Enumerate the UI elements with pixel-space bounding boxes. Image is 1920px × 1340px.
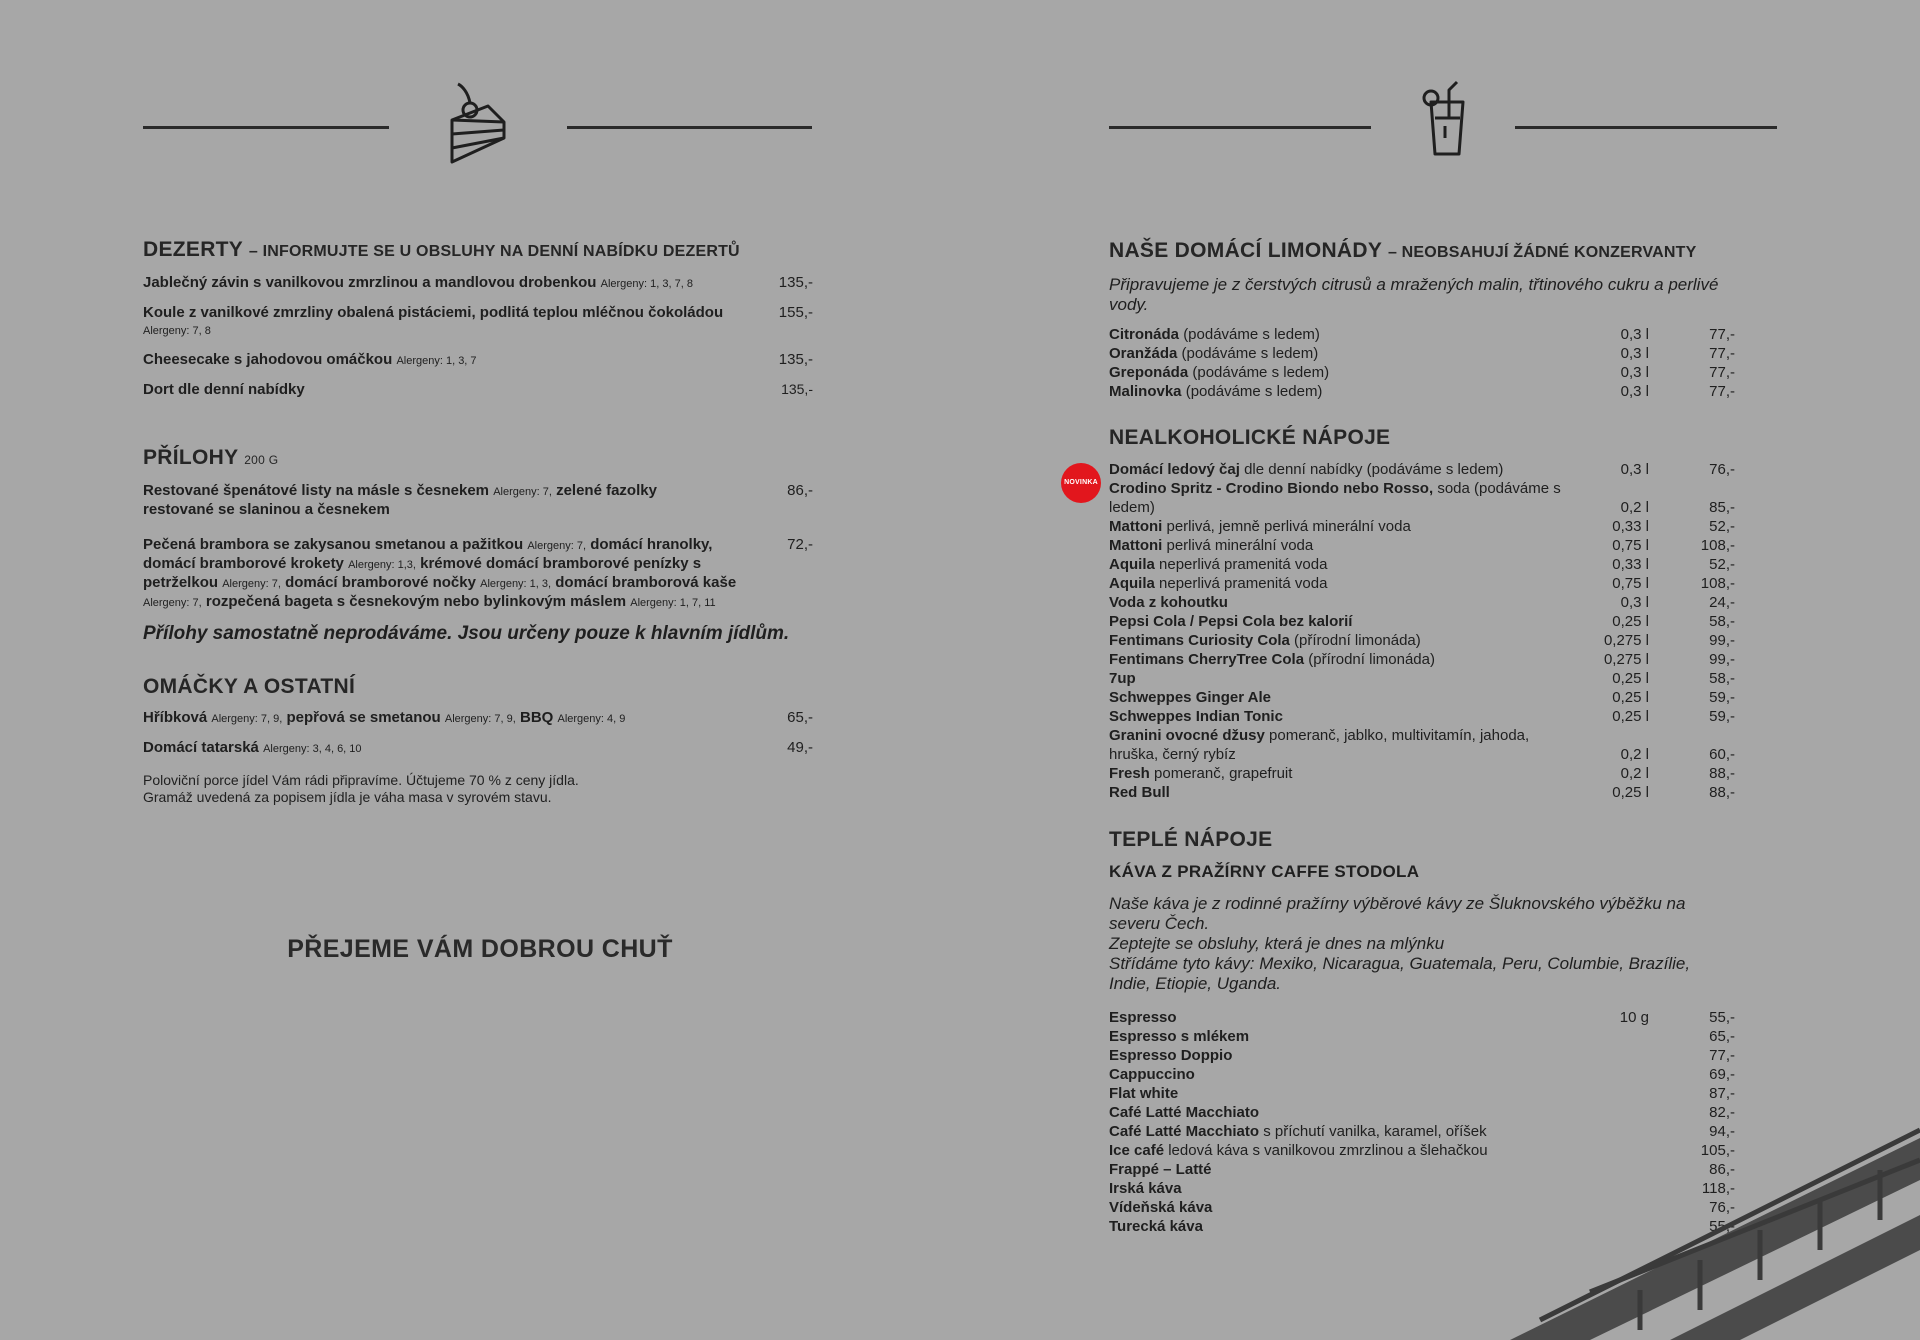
drink-price: 59,- [1709, 708, 1735, 725]
drink-volume: 0,25 l [1612, 689, 1649, 706]
item-allergens: Alergeny: 1, 7, 11 [630, 597, 716, 609]
drink-description: (podáváme s ledem) [1181, 345, 1319, 362]
drink-price: 55,- [1709, 1218, 1735, 1235]
sides-weight: 200 G [244, 453, 279, 467]
drink-volume: 0,275 l [1603, 651, 1649, 668]
new-badge: NOVINKA [1061, 463, 1101, 503]
item-price: 135,- [781, 381, 813, 397]
drink-name: Irská káva [1109, 1180, 1182, 1197]
drink-price: 77,- [1709, 1047, 1735, 1064]
drink-name: Schweppes Ginger Ale [1109, 689, 1271, 706]
item-allergens: Alergeny: 3, 4, 6, 10 [263, 743, 362, 755]
drink-name: Domácí ledový čaj [1109, 461, 1240, 478]
item-name: Cheesecake s jahodovou omáčkou [143, 351, 393, 368]
drink-price: 69,- [1709, 1066, 1735, 1083]
item-price: 86,- [787, 482, 813, 499]
item-allergens: Alergeny: 7, 9, [211, 713, 283, 725]
item-name: Pečená brambora se zakysanou smetanou a pažitkou [143, 536, 524, 553]
header-rule-right [1515, 126, 1777, 129]
drink-name: Voda z kohoutku [1109, 594, 1228, 611]
drink-name: Ice café [1109, 1142, 1165, 1159]
drink-price: 118,- [1701, 1180, 1735, 1197]
item-allergens: Alergeny: 1,3, [348, 559, 416, 571]
menu-item [143, 482, 813, 518]
drink-name: Vídeňská káva [1109, 1199, 1213, 1216]
drink-description: neperlivá pramenitá voda [1159, 575, 1328, 592]
item-price: 49,- [787, 739, 813, 756]
drink-price: 59,- [1709, 689, 1735, 706]
drink-price: 87,- [1709, 1085, 1735, 1102]
header-rule-right [567, 126, 812, 129]
item-price: 65,- [787, 709, 813, 726]
drink-name: Mattoni [1109, 537, 1163, 554]
drink-price: 82,- [1709, 1104, 1735, 1121]
drink-row [1109, 460, 1735, 479]
menu-item [143, 709, 813, 728]
drink-price: 99,- [1709, 632, 1735, 649]
item-allergens: Alergeny: 1, 3, 7, 8 [600, 278, 693, 290]
item-name: Restované špenátové listy na másle s česnekem [143, 482, 490, 499]
drink-name: Espresso s mlékem [1109, 1028, 1250, 1045]
item-name: BBQ [519, 709, 554, 726]
coffee-intro [1109, 894, 1735, 994]
drink-row [1109, 382, 1735, 401]
drink-volume: 0,33 l [1612, 556, 1649, 573]
drink-volume [1579, 1065, 1667, 1084]
drink-row [1109, 707, 1735, 726]
drink-description: (podáváme s ledem) [1185, 383, 1323, 400]
drink-description: perlivá, jemně perlivá minerální voda [1166, 518, 1411, 535]
drink-volume: 0,3 l [1620, 383, 1649, 400]
drink-price: 86,- [1709, 1161, 1735, 1178]
item-name: domácí bramborové nočky [285, 574, 476, 591]
drink-description: (přírodní limonáda) [1308, 651, 1435, 668]
drink-description: pomeranč, grapefruit [1154, 765, 1293, 782]
coffee-intro-line: Střídáme tyto kávy: Mexiko, Nicaragua, Guatemala, Peru, Columbie, Brazílie, Indie, Etiopie, Uganda. [1109, 954, 1691, 993]
drink-row [1109, 612, 1735, 631]
staircase-illustration [1470, 1120, 1920, 1340]
drink-row [1109, 631, 1735, 650]
drink-name: Schweppes Indian Tonic [1109, 708, 1283, 725]
header-rule-left [1109, 126, 1371, 129]
drink-volume: 0,25 l [1612, 670, 1649, 687]
item-price: 72,- [787, 536, 813, 553]
drink-name: Greponáda [1109, 364, 1189, 381]
sides-section [143, 446, 813, 645]
drink-name: Fentimans CherryTree Cola [1109, 651, 1305, 668]
menu-item [143, 274, 813, 293]
drink-price: 77,- [1709, 345, 1735, 362]
drink-description: (podáváme s ledem) [1192, 364, 1330, 381]
drink-volume: 0,2 l [1620, 746, 1649, 763]
drink-glass-icon [1419, 78, 1475, 158]
drink-volume: 0,3 l [1620, 461, 1649, 478]
drink-volume: 0,2 l [1620, 765, 1649, 782]
drink-name: Cappuccino [1109, 1066, 1195, 1083]
drink-name: Espresso Doppio [1109, 1047, 1233, 1064]
drink-price: 58,- [1709, 613, 1735, 630]
drink-row [1109, 593, 1735, 612]
item-allergens: Alergeny: 7, [527, 540, 587, 552]
drink-volume: 0,3 l [1620, 364, 1649, 381]
drink-price: 77,- [1709, 383, 1735, 400]
drink-row [1109, 1084, 1735, 1103]
drink-description: pomeranč, jablko, multivitamín, jahoda, [1269, 727, 1530, 744]
closing-wish: PŘEJEME VÁM DOBROU CHUŤ [287, 935, 673, 963]
coffee-intro-line: Zeptejte se obsluhy, která je dnes na mlýnku [1109, 934, 1445, 953]
item-name: rozpečená bageta s česnekovým nebo bylinkovým máslem [205, 593, 627, 610]
sides-note: Přílohy samostatně neprodáváme. Jsou určeny pouze k hlavním jídlům. [143, 623, 790, 644]
drink-price: 105,- [1700, 1142, 1735, 1159]
coffee-intro-line: Naše káva je z rodinné pražírny výběrové kávy ze Šluknovského výběžku na severu Čech. [1109, 894, 1686, 933]
drink-name: Frappé – Latté [1109, 1161, 1212, 1178]
drink-price: 77,- [1709, 326, 1735, 343]
desserts-subtitle: – INFORMUJTE SE U OBSLUHY NA DENNÍ NABÍDKU DEZERTŮ [248, 243, 740, 260]
drink-name: Espresso [1109, 1009, 1177, 1026]
drink-volume: 0,2 l [1620, 499, 1649, 516]
drink-row [1109, 479, 1735, 517]
drink-price: 85,- [1709, 499, 1735, 516]
desserts-heading [143, 238, 813, 264]
drink-row [1109, 783, 1735, 802]
drink-price: 88,- [1709, 784, 1735, 801]
item-allergens: Alergeny: 7, 9, [444, 713, 516, 725]
menu-item [143, 536, 813, 612]
drink-row [1109, 1046, 1735, 1065]
item-name: domácí hranolky, domácí bramborové krokety [143, 536, 713, 572]
drink-row [1109, 1008, 1735, 1027]
item-price: 135,- [778, 351, 813, 368]
drink-volume: 10 g [1619, 1009, 1649, 1026]
drink-name: Red Bull [1109, 784, 1170, 801]
item-name: domácí bramborová kaše [555, 574, 737, 591]
drink-name: Café Latté Macchiato [1109, 1123, 1260, 1140]
item-allergens: Alergeny: 7, 8 [143, 325, 211, 337]
drink-row [1109, 764, 1735, 783]
header-rule-left [143, 126, 389, 129]
drink-volume: 0,3 l [1620, 594, 1649, 611]
drink-name: Café Latté Macchiato [1109, 1104, 1260, 1121]
drink-volume: 0,25 l [1612, 708, 1649, 725]
drink-price: 88,- [1709, 765, 1735, 782]
drink-price: 52,- [1709, 556, 1735, 573]
item-allergens: Alergeny: 1, 3, [480, 578, 552, 590]
item-name: Domácí tatarská [143, 739, 259, 756]
drink-volume: 0,75 l [1612, 575, 1649, 592]
item-name: Hříbková [143, 709, 208, 726]
drink-volume: 0,25 l [1612, 613, 1649, 630]
drink-name: 7up [1109, 670, 1136, 687]
drink-description: dle denní nabídky (podáváme s ledem) [1244, 461, 1504, 478]
item-price: 155,- [778, 304, 813, 321]
drink-volume: 0,33 l [1612, 518, 1649, 535]
drink-volume [1579, 1046, 1667, 1065]
softdrinks-title: NEALKOHOLICKÉ NÁPOJE [1109, 426, 1391, 449]
item-allergens: Alergeny: 4, 9 [557, 713, 626, 725]
drink-price: 76,- [1709, 461, 1735, 478]
hot-drinks-title: TEPLÉ NÁPOJE [1109, 828, 1273, 851]
item-name: pepřová se smetanou [286, 709, 441, 726]
drink-row [1109, 669, 1735, 688]
drink-row [1109, 1065, 1735, 1084]
lemonades-table [1109, 325, 1735, 401]
info-text [143, 772, 813, 806]
drink-row [1109, 555, 1735, 574]
drink-description: neperlivá pramenitá voda [1159, 556, 1328, 573]
drink-name: Granini ovocné džusy [1109, 727, 1265, 744]
drink-price: 76,- [1709, 1199, 1735, 1216]
drink-price: 77,- [1709, 364, 1735, 381]
drink-row [1109, 688, 1735, 707]
drink-name: Malinovka [1109, 383, 1182, 400]
item-allergens: Alergeny: 1, 3, 7 [396, 355, 477, 367]
drink-row [1109, 363, 1735, 382]
drink-name: Pepsi Cola / Pepsi Cola bez kalorií [1109, 613, 1353, 630]
drink-price: 24,- [1709, 594, 1735, 611]
drink-name: Oranžáda [1109, 345, 1178, 362]
sides-title: PŘÍLOHY [143, 446, 239, 469]
item-name: zelené fazolky restované se slaninou a česnekem [143, 482, 657, 518]
drink-row [1109, 325, 1735, 344]
drink-description: (podáváme s ledem) [1183, 326, 1320, 343]
lemonades-heading [1109, 239, 1735, 265]
drink-row [1109, 574, 1735, 593]
drink-description: ledová káva s vanilkovou zmrzlinou a šlehačkou [1168, 1142, 1488, 1159]
drink-row [1109, 536, 1735, 555]
drink-row [1109, 1027, 1735, 1046]
weight-note: Gramáž uvedená za popisem jídla je váha masa v syrovém stavu. [143, 789, 552, 805]
drink-volume: 0,275 l [1603, 632, 1649, 649]
drink-name: Crodino Spritz - Crodino Biondo nebo Rosso, [1109, 480, 1434, 497]
drink-volume [1579, 1027, 1667, 1046]
drink-name: Fentimans Curiosity Cola [1109, 632, 1290, 649]
item-allergens: Alergeny: 7, [493, 486, 552, 498]
sides-heading [143, 446, 813, 472]
drink-name: Aquila [1109, 556, 1155, 573]
drink-row [1109, 745, 1735, 764]
lemonades-intro: Připravujeme je z čerstvých citrusů a mražených malin, třtinového cukru a perlivé vody. [1109, 275, 1719, 314]
drink-price: 108,- [1700, 537, 1735, 554]
lemonades-section [1109, 239, 1735, 401]
drink-name: Mattoni [1109, 518, 1163, 535]
menu-item [143, 351, 813, 370]
drink-row [1109, 517, 1735, 536]
drink-description: s příchutí vanilka, karamel, oříšek [1263, 1123, 1487, 1140]
drink-row [1109, 650, 1735, 669]
drink-price: 52,- [1709, 518, 1735, 535]
drink-volume: 0,3 l [1620, 345, 1649, 362]
drink-price: 65,- [1709, 1028, 1735, 1045]
drink-row [1109, 726, 1735, 745]
cake-slice-icon [444, 78, 506, 168]
menu-item [143, 739, 813, 758]
drink-description: soda (podáváme s ledem) [1109, 480, 1561, 516]
item-allergens: Alergeny: 7, [222, 578, 281, 590]
drink-volume: 0,75 l [1612, 537, 1649, 554]
drink-description: hruška, černý rybíz [1109, 746, 1236, 763]
menu-item [143, 381, 813, 398]
drink-description: perlivá minerální voda [1166, 537, 1314, 554]
drink-name: Flat white [1109, 1085, 1179, 1102]
item-name: Dort dle denní nabídky [143, 381, 305, 398]
drink-name: Fresh [1109, 765, 1150, 782]
item-name: Jablečný závin s vanilkovou zmrzlinou a mandlovou drobenkou [143, 274, 597, 291]
item-name: Koule z vanilkové zmrzliny obalená pistáciemi, podlitá teplou mléčnou čokoládou [143, 304, 724, 321]
lemonades-title: NAŠE DOMÁCÍ LIMONÁDY [1109, 239, 1382, 262]
desserts-section [143, 238, 813, 409]
drink-price: 60,- [1709, 746, 1735, 763]
half-portion-note: Poloviční porce jídel Vám rádi připravíme. Účtujeme 70 % z ceny jídla. [143, 772, 579, 788]
item-allergens: Alergeny: 7, [143, 597, 202, 609]
drink-row [1109, 344, 1735, 363]
drink-volume: 0,25 l [1612, 784, 1649, 801]
desserts-title: DEZERTY [143, 238, 243, 261]
drink-price: 55,- [1709, 1009, 1735, 1026]
softdrinks-table [1109, 460, 1735, 802]
coffee-subtitle: KÁVA Z PRAŽÍRNY CAFFE STODOLA [1109, 862, 1420, 881]
drink-price: 108,- [1700, 575, 1735, 592]
drink-price: 58,- [1709, 670, 1735, 687]
drink-volume [1579, 1084, 1667, 1103]
drink-name: Citronáda [1109, 326, 1180, 343]
drink-description: (přírodní limonáda) [1294, 632, 1421, 649]
item-name: krémové domácí bramborové penízky s petrželkou [143, 555, 702, 591]
drink-name: Turecká káva [1109, 1218, 1203, 1235]
sauces-title: OMÁČKY A OSTATNÍ [143, 675, 356, 698]
drink-volume: 0,3 l [1620, 326, 1649, 343]
drink-price: 99,- [1709, 651, 1735, 668]
sauces-section [143, 675, 813, 806]
drink-price: 94,- [1709, 1123, 1735, 1140]
drink-name: Aquila [1109, 575, 1155, 592]
softdrinks-section [1109, 426, 1735, 802]
lemonades-subtitle: – NEOBSAHUJÍ ŽÁDNÉ KONZERVANTY [1387, 244, 1697, 261]
item-price: 135,- [778, 274, 813, 291]
menu-item [143, 304, 813, 340]
